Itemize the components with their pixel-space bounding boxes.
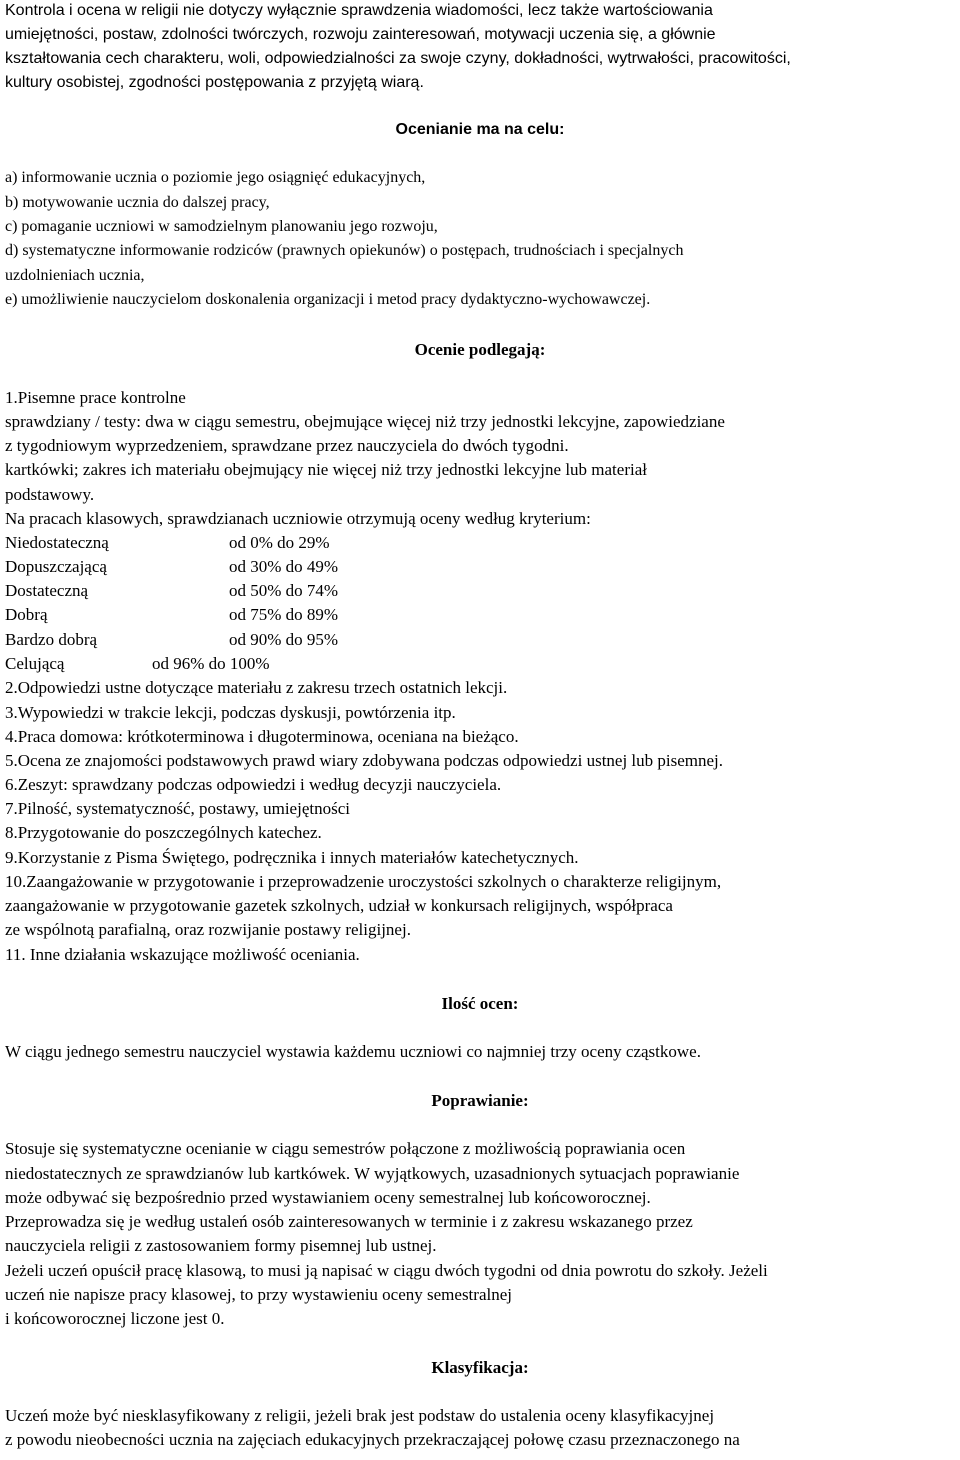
count-heading: Ilość ocen: xyxy=(441,994,519,1013)
assessed-line: z tygodniowym wyprzedzeniem, sprawdzane przez nauczyciela do dwóch tygodni. xyxy=(5,436,569,455)
assessed-line: 9.Korzystanie z Pisma Świętego, podręcznika i innych materiałów katechetycznych. xyxy=(5,848,579,867)
assessed-heading: Ocenie podlegają: xyxy=(414,340,546,359)
assessed-line: zaangażowanie w przygotowanie gazetek szkolnych, udział w konkursach religijnych, współpraca xyxy=(5,896,673,915)
assessed-line: 5.Ocena ze znajomości podstawowych prawd wiary zdobywana podczas odpowiedzi ustnej lub pisemnej. xyxy=(5,751,724,770)
intro-line: kultury osobistej, zgodności postępowania z przyjętą wiarą. xyxy=(5,74,424,91)
grade-name: Niedostateczną xyxy=(5,533,109,552)
goal-item: uzdolnieniach ucznia, xyxy=(5,267,145,284)
assessed-line: 8.Przygotowanie do poszczególnych katechez. xyxy=(5,823,322,842)
assessed-line: 2.Odpowiedzi ustne dotyczące materiału z zakresu trzech ostatnich lekcji. xyxy=(5,678,508,697)
improvement-line: uczeń nie napisze pracy klasowej, to przy wystawieniu oceny semestralnej xyxy=(5,1285,512,1304)
goal-item: e) umożliwienie nauczycielom doskonalenia organizacji i metod pracy dydaktyczno-wychowawczej. xyxy=(5,291,651,308)
improvement-line: może odbywać się bezpośrednio przed wystawianiem oceny semestralnej lub końcoworocznej. xyxy=(5,1188,651,1207)
grade-range: od 50% do 74% xyxy=(229,581,339,600)
goal-item: c) pomaganie uczniowi w samodzielnym planowaniu jego rozwoju, xyxy=(5,218,438,235)
intro-line: Kontrola i ocena w religii nie dotyczy wyłącznie sprawdzenia wiadomości, lecz także wartościowania xyxy=(5,2,713,19)
assessed-line: 10.Zaangażowanie w przygotowanie i przeprowadzenie uroczystości szkolnych o charakterze religijnym, xyxy=(5,872,722,891)
improvement-line: nauczyciela religii z zastosowaniem formy pisemnej lub ustnej. xyxy=(5,1236,437,1255)
assessed-line: 11. Inne działania wskazujące możliwość oceniania. xyxy=(5,945,360,964)
assessed-line: podstawowy. xyxy=(5,485,95,504)
goal-item: b) motywowanie ucznia do dalszej pracy, xyxy=(5,194,270,211)
assessed-line: 1.Pisemne prace kontrolne xyxy=(5,388,186,407)
assessed-line: ze wspólnotą parafialną, oraz rozwijanie postawy religijnej. xyxy=(5,920,411,939)
grade-range: od 96% do 100% xyxy=(152,654,270,673)
assessed-line: kartkówki; zakres ich materiału obejmujący nie więcej niż trzy jednostki lekcyjne lub materiał xyxy=(5,460,647,479)
improvement-line: i końcoworocznej liczone jest 0. xyxy=(5,1309,225,1328)
grade-range: od 90% do 95% xyxy=(229,630,339,649)
classification-line: z powodu nieobecności ucznia na zajęciach edukacyjnych przekraczającej połowę czasu przeznaczonego na xyxy=(5,1430,740,1449)
assessed-line: sprawdziany / testy: dwa w ciągu semestru, obejmujące więcej niż trzy jednostki lekcyjne, zapowiedziane xyxy=(5,412,725,431)
grade-range: od 30% do 49% xyxy=(229,557,339,576)
assessed-line: 6.Zeszyt: sprawdzany podczas odpowiedzi i według decyzji nauczyciela. xyxy=(5,775,502,794)
improvement-heading: Poprawianie: xyxy=(431,1091,529,1110)
intro-line: umiejętności, postaw, zdolności twórczych, rozwoju zainteresowań, motywacji uczenia się, a głównie xyxy=(5,26,716,43)
improvement-line: Stosuje się systematyczne ocenianie w ciągu semestrów połączone z możliwością poprawiania ocen xyxy=(5,1139,686,1158)
grade-name: Dopuszczającą xyxy=(5,557,107,576)
improvement-line: Przeprowadza się je według ustaleń osób zainteresowanych w terminie i z zakresu wskazanego przez xyxy=(5,1212,693,1231)
classification-heading: Klasyfikacja: xyxy=(431,1358,529,1377)
grade-range: od 75% do 89% xyxy=(229,605,339,624)
grade-name: Dobrą xyxy=(5,605,48,624)
goals-heading: Ocenianie ma na celu: xyxy=(395,121,565,138)
goal-item: d) systematyczne informowanie rodziców (prawnych opiekunów) o postępach, trudnościach i specjalnych xyxy=(5,242,684,259)
grade-name: Dostateczną xyxy=(5,581,89,600)
grade-range: od 0% do 29% xyxy=(229,533,330,552)
improvement-line: niedostatecznych ze sprawdzianów lub kartkówek. W wyjątkowych, uzasadnionych sytuacjach poprawianie xyxy=(5,1164,740,1183)
assessed-line: Na pracach klasowych, sprawdzianach uczniowie otrzymują oceny według kryterium: xyxy=(5,509,591,528)
classification-line: Uczeń może być niesklasyfikowany z religii, jeżeli brak jest podstaw do ustalenia oceny klasyfikacyjnej xyxy=(5,1406,715,1425)
grade-name: Celującą xyxy=(5,654,65,673)
goal-item: a) informowanie ucznia o poziomie jego osiągnięć edukacyjnych, xyxy=(5,169,426,186)
improvement-line: Jeżeli uczeń opuścił pracę klasową, to musi ją napisać w ciągu dwóch tygodni od dnia powrotu do szkoły. Jeżeli xyxy=(5,1261,768,1280)
assessed-line: 7.Pilność, systematyczność, postawy, umiejętności xyxy=(5,799,350,818)
intro-line: kształtowania cech charakteru, woli, odpowiedzialności za swoje czyny, dokładności, wytrwałości, pracowitości, xyxy=(5,50,791,67)
assessed-line: 3.Wypowiedzi w trakcie lekcji, podczas dyskusji, powtórzenia itp. xyxy=(5,703,456,722)
count-line: W ciągu jednego semestru nauczyciel wystawia każdemu uczniowi co najmniej trzy oceny cząstkowe. xyxy=(5,1042,701,1061)
grade-name: Bardzo dobrą xyxy=(5,630,98,649)
assessed-line: 4.Praca domowa: krótkoterminowa i długoterminowa, oceniana na bieżąco. xyxy=(5,727,519,746)
